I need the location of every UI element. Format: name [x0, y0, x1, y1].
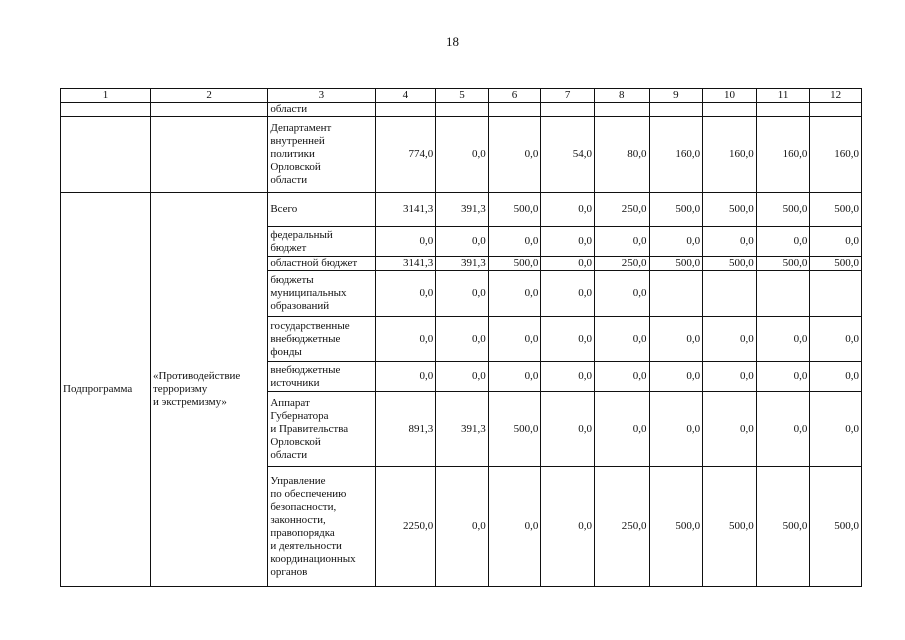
table-cell	[756, 103, 810, 117]
value-cell: 500,0	[649, 193, 703, 227]
value-cell: 0,0	[756, 392, 810, 467]
label-line: федеральный	[270, 228, 333, 241]
label-line: муниципальных	[270, 287, 347, 299]
value-cell: 500,0	[703, 467, 757, 587]
value-cell: 0,0	[649, 227, 703, 257]
value-cell: 0,0	[541, 257, 595, 271]
value-cell: 0,0	[488, 467, 541, 587]
value-cell: 500,0	[488, 193, 541, 227]
subprogram-label: Подпрограмма	[61, 193, 151, 587]
column-header: 6	[488, 89, 541, 103]
label-line: законности,	[270, 513, 326, 526]
value-cell: 2250,0	[375, 467, 436, 587]
value-cell: 500,0	[703, 193, 757, 227]
value-cell: 500,0	[810, 193, 862, 227]
value-cell: 80,0	[594, 117, 649, 193]
value-cell: 0,0	[703, 317, 757, 362]
value-cell: 0,0	[541, 271, 595, 317]
label-line: Губернатора	[270, 409, 329, 422]
value-cell: 0,0	[649, 362, 703, 392]
value-cell: 0,0	[488, 362, 541, 392]
value-cell: 391,3	[436, 193, 489, 227]
label-line: правопорядка	[270, 526, 335, 539]
table-cell	[151, 103, 268, 117]
value-cell: 0,0	[649, 317, 703, 362]
value-cell: 0,0	[810, 227, 862, 257]
row-label	[268, 257, 375, 271]
value-cell: 0,0	[375, 317, 436, 362]
column-header: 9	[649, 89, 703, 103]
value-cell: 160,0	[810, 117, 862, 193]
value-cell: 0,0	[488, 117, 541, 193]
subprogram-name	[151, 193, 268, 587]
label-line: по обеспечению	[270, 487, 347, 500]
value-cell: 3141,3	[375, 257, 436, 271]
label-line: внебюджетные	[270, 332, 341, 345]
value-cell	[649, 271, 703, 317]
label-line: терроризму	[153, 383, 208, 395]
value-cell: 0,0	[436, 117, 489, 193]
value-cell: 391,3	[436, 257, 489, 271]
column-header: 8	[594, 89, 649, 103]
page-number: 18	[446, 34, 459, 49]
value-cell: 500,0	[756, 193, 810, 227]
value-cell: 54,0	[541, 117, 595, 193]
row-label	[268, 117, 375, 193]
value-cell: 0,0	[488, 271, 541, 317]
label-line: координационных	[270, 552, 356, 565]
value-cell: 774,0	[375, 117, 436, 193]
value-cell: 891,3	[375, 392, 436, 467]
row-label	[268, 271, 375, 317]
row-label	[268, 392, 375, 467]
value-cell: 0,0	[541, 392, 595, 467]
row-label	[268, 193, 375, 227]
value-cell	[703, 271, 757, 317]
value-cell: 0,0	[649, 392, 703, 467]
value-cell: 0,0	[436, 227, 489, 257]
value-cell: 0,0	[375, 271, 436, 317]
table-row	[61, 103, 862, 117]
value-cell: 250,0	[594, 257, 649, 271]
label-line: политики	[270, 148, 315, 160]
value-cell: 0,0	[488, 227, 541, 257]
label-line: Орловской	[270, 161, 321, 173]
row-label	[268, 362, 375, 392]
value-cell: 500,0	[756, 467, 810, 587]
table-cell	[488, 103, 541, 117]
value-cell: 0,0	[594, 362, 649, 392]
value-cell: 0,0	[375, 362, 436, 392]
column-header: 2	[151, 89, 268, 103]
table-cell	[375, 103, 436, 117]
table-cell	[61, 103, 151, 117]
value-cell: 0,0	[756, 227, 810, 257]
value-cell: 160,0	[703, 117, 757, 193]
table-cell	[594, 103, 649, 117]
label-line: бюджеты	[270, 274, 314, 286]
value-cell: 0,0	[810, 362, 862, 392]
table-cell	[541, 103, 595, 117]
value-cell	[810, 271, 862, 317]
value-cell: 0,0	[810, 392, 862, 467]
table-row	[61, 193, 862, 227]
value-cell: 0,0	[703, 362, 757, 392]
value-cell: 500,0	[649, 467, 703, 587]
value-cell: 500,0	[810, 467, 862, 587]
table-cell	[61, 117, 151, 193]
label-line: фонды	[270, 345, 302, 358]
value-cell: 250,0	[594, 193, 649, 227]
value-cell: 0,0	[594, 317, 649, 362]
value-cell: 250,0	[594, 467, 649, 587]
label-line: источники	[270, 376, 320, 389]
label-line: внутренней	[270, 135, 325, 147]
budget-table	[60, 88, 862, 587]
value-cell: 0,0	[541, 467, 595, 587]
column-header: 5	[436, 89, 489, 103]
value-cell: 0,0	[436, 467, 489, 587]
value-cell: 0,0	[594, 227, 649, 257]
value-cell: 0,0	[703, 227, 757, 257]
row-label	[268, 467, 375, 587]
label-line: внебюджетные	[270, 363, 341, 376]
table-cell	[151, 117, 268, 193]
label-line: Департамент	[270, 122, 332, 134]
value-cell: 0,0	[436, 271, 489, 317]
value-cell: 0,0	[488, 317, 541, 362]
value-cell: 3141,3	[375, 193, 436, 227]
label-line: образований	[270, 300, 330, 312]
label-line: и экстремизму»	[153, 396, 227, 408]
value-cell: 500,0	[488, 257, 541, 271]
label-line: областной бюджет	[270, 257, 358, 269]
row-label	[268, 227, 375, 257]
value-cell: 0,0	[375, 227, 436, 257]
value-cell: 500,0	[810, 257, 862, 271]
value-cell: 0,0	[541, 362, 595, 392]
column-header: 12	[810, 89, 862, 103]
column-header: 11	[756, 89, 810, 103]
column-header: 4	[375, 89, 436, 103]
table-cell	[649, 103, 703, 117]
value-cell: 0,0	[541, 317, 595, 362]
table-cell	[436, 103, 489, 117]
column-header: 3	[268, 89, 375, 103]
column-header-row	[61, 89, 862, 103]
row-label	[268, 317, 375, 362]
value-cell: 0,0	[436, 362, 489, 392]
label-line: Орловской	[270, 435, 321, 448]
label-line: и Правительства	[270, 422, 349, 435]
value-cell: 0,0	[541, 193, 595, 227]
label-line: Управление	[270, 474, 326, 487]
column-header: 1	[61, 89, 151, 103]
label-line: Аппарат	[270, 396, 310, 409]
value-cell: 0,0	[594, 271, 649, 317]
value-cell: 0,0	[756, 362, 810, 392]
table-cell	[810, 103, 862, 117]
value-cell: 0,0	[756, 317, 810, 362]
value-cell: 391,3	[436, 392, 489, 467]
value-cell	[756, 271, 810, 317]
value-cell: 0,0	[541, 227, 595, 257]
value-cell: 0,0	[436, 317, 489, 362]
table-cell	[703, 103, 757, 117]
label-line: Всего	[270, 203, 298, 215]
label-line: государственные	[270, 319, 350, 332]
row-label: области	[268, 103, 375, 117]
label-line: «Противодействие	[153, 370, 241, 382]
value-cell: 500,0	[703, 257, 757, 271]
value-cell: 0,0	[810, 317, 862, 362]
label-line: органов	[270, 565, 308, 578]
label-line: области	[270, 174, 308, 186]
value-cell: 0,0	[594, 392, 649, 467]
value-cell: 160,0	[756, 117, 810, 193]
value-cell: 500,0	[488, 392, 541, 467]
label-line: бюджет	[270, 241, 307, 254]
label-line: безопасности,	[270, 500, 337, 513]
value-cell: 160,0	[649, 117, 703, 193]
value-cell: 500,0	[649, 257, 703, 271]
column-header: 7	[541, 89, 595, 103]
column-header: 10	[703, 89, 757, 103]
value-cell: 0,0	[703, 392, 757, 467]
label-line: области	[270, 448, 308, 461]
value-cell: 500,0	[756, 257, 810, 271]
label-line: и деятельности	[270, 539, 342, 552]
table-row	[61, 117, 862, 193]
